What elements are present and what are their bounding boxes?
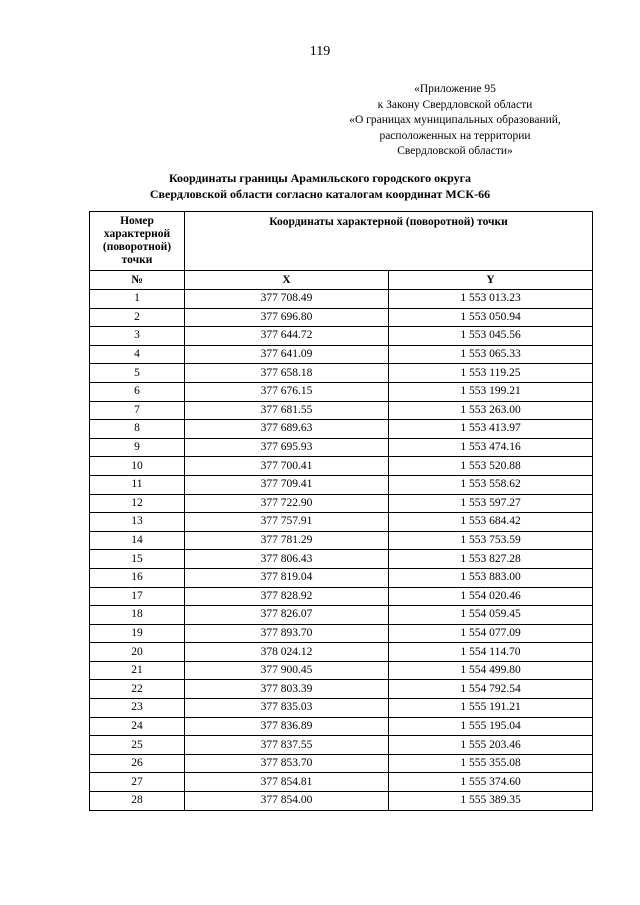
x-coordinate-cell: 378 024.12 — [185, 643, 389, 662]
x-coordinate-cell: 377 900.45 — [185, 661, 389, 680]
point-number-cell: 4 — [90, 345, 185, 364]
y-coordinate-cell: 1 553 558.62 — [389, 475, 593, 494]
point-number-cell: 23 — [90, 699, 185, 718]
x-coordinate-cell: 377 828.92 — [185, 587, 389, 606]
table-row — [90, 736, 593, 755]
point-number-cell: 27 — [90, 773, 185, 792]
table-row — [90, 754, 593, 773]
coordinates-table — [89, 211, 593, 811]
table-row — [90, 587, 593, 606]
y-coordinate-cell: 1 555 355.08 — [389, 754, 593, 773]
table-row — [90, 661, 593, 680]
point-number-cell: 28 — [90, 792, 185, 811]
x-coordinate-cell: 377 836.89 — [185, 717, 389, 736]
point-number-cell: 8 — [90, 420, 185, 439]
point-number-cell: 15 — [90, 550, 185, 569]
y-coordinate-cell: 1 553 263.00 — [389, 401, 593, 420]
x-coordinate-cell: 377 681.55 — [185, 401, 389, 420]
title-line-1: Координаты границы Арамильского городского округа — [168, 171, 472, 185]
y-coordinate-cell: 1 553 883.00 — [389, 568, 593, 587]
y-coordinate-cell: 1 554 020.46 — [389, 587, 593, 606]
column-header-no: № — [90, 271, 185, 290]
y-coordinate-cell: 1 553 520.88 — [389, 457, 593, 476]
x-coordinate-cell: 377 893.70 — [185, 624, 389, 643]
point-number-cell: 14 — [90, 531, 185, 550]
point-number-cell: 12 — [90, 494, 185, 513]
table-row — [90, 699, 593, 718]
table-row — [90, 680, 593, 699]
table-row — [90, 494, 593, 513]
document-title — [0, 170, 640, 202]
y-coordinate-cell: 1 554 792.54 — [389, 680, 593, 699]
y-coordinate-cell: 1 553 753.59 — [389, 531, 593, 550]
x-coordinate-cell: 377 695.93 — [185, 438, 389, 457]
x-coordinate-cell: 377 803.39 — [185, 680, 389, 699]
x-coordinate-cell: 377 696.80 — [185, 308, 389, 327]
table-row — [90, 345, 593, 364]
y-coordinate-cell: 1 555 389.35 — [389, 792, 593, 811]
table-row — [90, 364, 593, 383]
header-coordinates: Координаты характерной (поворотной) точки — [185, 212, 593, 271]
y-coordinate-cell: 1 555 195.04 — [389, 717, 593, 736]
y-coordinate-cell: 1 553 065.33 — [389, 345, 593, 364]
table-row — [90, 308, 593, 327]
table-row — [90, 420, 593, 439]
table-row — [90, 290, 593, 309]
x-coordinate-cell: 377 689.63 — [185, 420, 389, 439]
point-number-cell: 24 — [90, 717, 185, 736]
point-number-cell: 22 — [90, 680, 185, 699]
point-number-cell: 21 — [90, 661, 185, 680]
point-number-cell: 2 — [90, 308, 185, 327]
column-header-y: Y — [389, 271, 593, 290]
point-number-cell: 17 — [90, 587, 185, 606]
column-header-x: X — [185, 271, 389, 290]
table-row — [90, 531, 593, 550]
y-coordinate-cell: 1 553 119.25 — [389, 364, 593, 383]
y-coordinate-cell: 1 553 013.23 — [389, 290, 593, 309]
y-coordinate-cell: 1 553 597.27 — [389, 494, 593, 513]
table-row — [90, 773, 593, 792]
table-row — [90, 550, 593, 569]
point-number-cell: 13 — [90, 513, 185, 532]
point-number-cell: 1 — [90, 290, 185, 309]
x-coordinate-cell: 377 722.90 — [185, 494, 389, 513]
y-coordinate-cell: 1 555 374.60 — [389, 773, 593, 792]
point-number-cell: 5 — [90, 364, 185, 383]
x-coordinate-cell: 377 806.43 — [185, 550, 389, 569]
table-row — [90, 475, 593, 494]
table-row — [90, 382, 593, 401]
point-number-cell: 16 — [90, 568, 185, 587]
point-number-cell: 10 — [90, 457, 185, 476]
x-coordinate-cell: 377 676.15 — [185, 382, 389, 401]
y-coordinate-cell: 1 554 059.45 — [389, 606, 593, 625]
annex-reference — [330, 82, 580, 160]
y-coordinate-cell: 1 553 050.94 — [389, 308, 593, 327]
x-coordinate-cell: 377 854.00 — [185, 792, 389, 811]
y-coordinate-cell: 1 554 077.09 — [389, 624, 593, 643]
point-number-cell: 18 — [90, 606, 185, 625]
point-number-cell: 19 — [90, 624, 185, 643]
y-coordinate-cell: 1 553 684.42 — [389, 513, 593, 532]
y-coordinate-cell: 1 553 827.28 — [389, 550, 593, 569]
point-number-cell: 6 — [90, 382, 185, 401]
x-coordinate-cell: 377 854.81 — [185, 773, 389, 792]
x-coordinate-cell: 377 700.41 — [185, 457, 389, 476]
x-coordinate-cell: 377 853.70 — [185, 754, 389, 773]
table-row — [90, 606, 593, 625]
x-coordinate-cell: 377 658.18 — [185, 364, 389, 383]
y-coordinate-cell: 1 554 499.80 — [389, 661, 593, 680]
x-coordinate-cell: 377 819.04 — [185, 568, 389, 587]
point-number-cell: 26 — [90, 754, 185, 773]
y-coordinate-cell: 1 555 203.46 — [389, 736, 593, 755]
table-row — [90, 327, 593, 346]
table-body — [90, 290, 593, 811]
table-row — [90, 457, 593, 476]
annex-line: Свердловской области» — [397, 145, 513, 157]
annex-line: к Закону Свердловской области — [377, 98, 533, 111]
table-row — [90, 792, 593, 811]
y-coordinate-cell: 1 553 199.21 — [389, 382, 593, 401]
x-coordinate-cell: 377 709.41 — [185, 475, 389, 494]
x-coordinate-cell: 377 641.09 — [185, 345, 389, 364]
point-number-cell: 11 — [90, 475, 185, 494]
y-coordinate-cell: 1 555 191.21 — [389, 699, 593, 718]
y-coordinate-cell: 1 554 114.70 — [389, 643, 593, 662]
x-coordinate-cell: 377 644.72 — [185, 327, 389, 346]
x-coordinate-cell: 377 837.55 — [185, 736, 389, 755]
table-row — [90, 717, 593, 736]
x-coordinate-cell: 377 781.29 — [185, 531, 389, 550]
point-number-cell: 20 — [90, 643, 185, 662]
y-coordinate-cell: 1 553 474.16 — [389, 438, 593, 457]
x-coordinate-cell: 377 708.49 — [185, 290, 389, 309]
table-row — [90, 643, 593, 662]
table-row — [90, 401, 593, 420]
annex-line: расположенных на территории — [379, 129, 531, 142]
point-number-cell: 7 — [90, 401, 185, 420]
point-number-cell: 9 — [90, 438, 185, 457]
y-coordinate-cell: 1 553 413.97 — [389, 420, 593, 439]
point-number-cell: 3 — [90, 327, 185, 346]
x-coordinate-cell: 377 826.07 — [185, 606, 389, 625]
table-row — [90, 568, 593, 587]
table-row — [90, 438, 593, 457]
annex-line: «Приложение 95 — [414, 83, 496, 95]
x-coordinate-cell: 377 757.91 — [185, 513, 389, 532]
x-coordinate-cell: 377 835.03 — [185, 699, 389, 718]
point-number-cell: 25 — [90, 736, 185, 755]
table-row — [90, 624, 593, 643]
title-line-2: Свердловской области согласно каталогам координат МСК-66 — [149, 187, 491, 201]
page-number: 119 — [309, 44, 331, 59]
y-coordinate-cell: 1 553 045.56 — [389, 327, 593, 346]
table-row — [90, 513, 593, 532]
header-point-number: Номер характерной (поворотной) точки — [90, 212, 185, 271]
annex-line: «О границах муниципальных образований, — [349, 114, 561, 126]
